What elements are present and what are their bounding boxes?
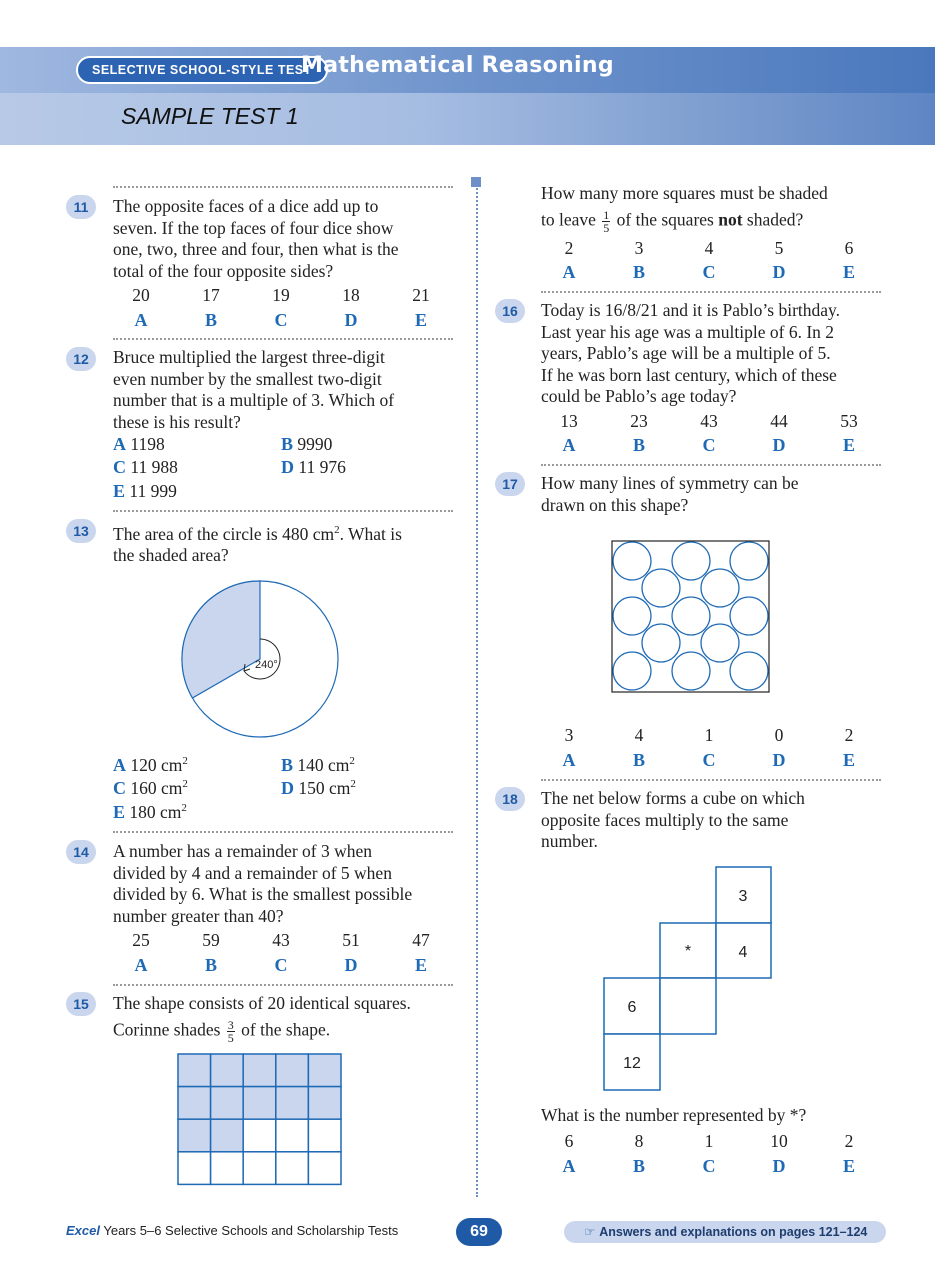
question-number-15: 15 <box>66 992 96 1016</box>
separator <box>113 984 453 986</box>
unshaded-square <box>243 1152 276 1185</box>
option-value: 120 cm <box>130 755 183 775</box>
superscript: 2 <box>349 755 355 768</box>
superscript: 2 <box>182 778 188 791</box>
answer-value: 43 <box>272 930 290 950</box>
unshaded-square <box>308 1152 341 1185</box>
circle <box>642 624 680 662</box>
page-number: 69 <box>456 1218 502 1246</box>
text-line: even number by the smallest two-digit <box>113 368 382 389</box>
text-part: . What is <box>339 523 402 544</box>
separator <box>113 831 453 833</box>
squares-grid <box>177 1053 343 1187</box>
option-d[interactable]: D <box>772 435 786 455</box>
text-line: The opposite faces of a dice add up to <box>113 196 379 216</box>
option-letter: A <box>113 755 126 775</box>
text-line: drawn on this shape? <box>541 494 689 515</box>
text-line: number. <box>541 831 598 851</box>
header-top-strip <box>0 47 935 93</box>
answer-value: 3 <box>634 238 644 258</box>
option-c[interactable] <box>113 778 188 799</box>
question-16-text <box>541 300 840 408</box>
answer-value: 4 <box>704 238 714 258</box>
shaded-square <box>308 1054 341 1087</box>
option-e[interactable]: E <box>842 750 855 770</box>
option-value: 1198 <box>130 434 165 454</box>
answer-values-15 <box>534 238 884 259</box>
option-b[interactable]: B <box>632 1156 645 1176</box>
separator <box>541 464 881 466</box>
pointing-hand-icon: ☞ <box>584 1225 596 1239</box>
answer-value: 4 <box>634 725 644 745</box>
option-e[interactable] <box>113 802 187 823</box>
answer-value: 1 <box>704 725 714 745</box>
option-letter: B <box>281 434 294 454</box>
shaded-square <box>243 1087 276 1120</box>
superscript: 2 <box>334 524 340 536</box>
column-divider <box>476 185 478 1197</box>
option-d[interactable]: D <box>772 1156 786 1176</box>
shaded-square <box>276 1087 309 1120</box>
separator <box>113 510 453 512</box>
numerator: 3 <box>227 1017 234 1032</box>
option-e[interactable]: E <box>842 262 855 282</box>
option-e[interactable]: E <box>842 1156 855 1176</box>
answer-value: 2 <box>844 1131 854 1151</box>
answer-value: 25 <box>132 930 150 950</box>
unshaded-square <box>211 1152 244 1185</box>
option-e[interactable] <box>113 481 177 502</box>
option-letter: E <box>113 481 126 501</box>
option-b[interactable]: B <box>632 750 645 770</box>
text-line: could be Pablo’s age today? <box>541 386 737 406</box>
option-c[interactable]: C <box>702 750 716 770</box>
option-b[interactable]: B <box>204 310 217 330</box>
circle <box>672 652 710 690</box>
option-b[interactable]: B <box>632 435 645 455</box>
option-c[interactable]: C <box>274 310 288 330</box>
answer-value: 8 <box>634 1131 644 1151</box>
answer-values-11 <box>106 285 456 306</box>
text-line: opposite faces multiply to the same <box>541 809 789 830</box>
net-label: 12 <box>623 1055 641 1072</box>
text-line: Bruce multiplied the largest three-digit <box>113 347 385 367</box>
text-line: Today is 16/8/21 and it is Pablo’s birthday. <box>541 300 841 320</box>
sample-test-title: SAMPLE TEST 1 <box>121 103 299 129</box>
answer-value: 6 <box>564 1131 574 1151</box>
answer-value: 59 <box>202 930 220 950</box>
circles-shape <box>610 539 772 695</box>
text-line: Last year his age was a multiple of 6. In 2 <box>541 321 835 342</box>
option-c[interactable]: C <box>702 262 716 282</box>
question-12-text <box>113 347 394 433</box>
option-value: 11 976 <box>298 457 346 477</box>
option-c[interactable]: C <box>702 1156 716 1176</box>
option-value: 11 999 <box>129 481 177 501</box>
answer-letters-11 <box>106 310 456 331</box>
question-number-13: 13 <box>66 519 96 543</box>
option-d[interactable]: D <box>344 955 358 975</box>
text-line: How many more squares must be shaded <box>541 183 828 203</box>
cube-net <box>602 866 774 1094</box>
footer-title-text: Years 5–6 Selective Schools and Scholarship Tests <box>99 1223 399 1238</box>
answer-value: 1 <box>704 1131 714 1151</box>
answer-value: 47 <box>412 930 430 950</box>
shaded-square <box>178 1087 211 1120</box>
text-line: the shaded area? <box>113 545 229 566</box>
fraction-three-fifths <box>227 1019 235 1044</box>
option-a[interactable]: A <box>562 435 576 455</box>
text-line: The net below forms a cube on which <box>541 788 805 808</box>
answer-value: 0 <box>774 725 784 745</box>
text-line: divided by 6. What is the smallest possible <box>113 884 413 904</box>
shaded-square <box>178 1119 211 1152</box>
brand-logo: Excel <box>66 1223 100 1238</box>
unshaded-square <box>308 1119 341 1152</box>
question-13-text <box>113 520 402 567</box>
question-number-11: 11 <box>66 195 96 219</box>
text-line <box>541 209 828 234</box>
question-15-text <box>113 993 411 1044</box>
net-label: * <box>684 943 692 960</box>
answer-value: 43 <box>700 411 718 431</box>
circle <box>613 597 651 635</box>
question-15-continued <box>541 183 828 234</box>
text-part: of the squares <box>616 209 714 230</box>
question-14-text <box>113 841 412 927</box>
option-e[interactable]: E <box>842 435 855 455</box>
option-value: 180 cm <box>129 802 182 822</box>
superscript: 2 <box>181 802 187 815</box>
option-letter: C <box>113 778 126 798</box>
option-a[interactable] <box>113 434 165 455</box>
shaded-square <box>211 1119 244 1152</box>
circle <box>613 652 651 690</box>
text-line <box>113 1019 411 1044</box>
text-line: these is his result? <box>113 411 241 432</box>
answer-value: 20 <box>132 285 150 305</box>
net-label: 4 <box>738 944 748 961</box>
unshaded-square <box>178 1152 211 1185</box>
circle <box>701 569 739 607</box>
text-line: seven. If the top faces of four dice show <box>113 217 394 238</box>
option-d[interactable]: D <box>772 750 786 770</box>
shaded-square <box>178 1054 211 1087</box>
answer-values-16 <box>534 411 884 432</box>
answer-value: 17 <box>202 285 220 305</box>
answer-value: 2 <box>564 238 574 258</box>
shaded-square <box>243 1054 276 1087</box>
option-value: 160 cm <box>130 778 183 798</box>
superscript: 2 <box>182 755 188 768</box>
text-part: shaded? <box>746 209 804 230</box>
option-b[interactable]: B <box>204 955 217 975</box>
net-label: 6 <box>627 999 637 1016</box>
option-a[interactable]: A <box>134 310 148 330</box>
answer-value: 13 <box>560 411 578 431</box>
option-d[interactable] <box>281 457 346 478</box>
option-letter: D <box>281 457 294 477</box>
unshaded-square <box>276 1152 309 1185</box>
answer-letters-15 <box>534 262 884 283</box>
denominator: 5 <box>603 220 610 235</box>
answers-reference[interactable] <box>564 1221 886 1243</box>
superscript: 2 <box>350 778 356 791</box>
answer-value: 44 <box>770 411 788 431</box>
shaded-square <box>308 1087 341 1120</box>
circle <box>730 597 768 635</box>
text-line: total of the four opposite sides? <box>113 260 334 281</box>
text-line: number greater than 40? <box>113 905 284 926</box>
separator <box>541 779 881 781</box>
option-d[interactable] <box>281 778 356 799</box>
circle <box>672 597 710 635</box>
question-number-14: 14 <box>66 840 96 864</box>
option-value: 9990 <box>297 434 333 454</box>
text-part: of the shape. <box>241 1019 331 1040</box>
option-e[interactable]: E <box>414 310 427 330</box>
answer-value: 23 <box>630 411 648 431</box>
answer-value: 6 <box>844 238 854 258</box>
fraction-one-fifth <box>602 209 610 234</box>
circle <box>672 542 710 580</box>
answer-value: 5 <box>774 238 784 258</box>
circle <box>613 542 651 580</box>
shaded-square <box>276 1054 309 1087</box>
footer-book-title <box>66 1223 398 1238</box>
text-part: Corinne shades <box>113 1019 221 1040</box>
option-letter: B <box>281 755 294 775</box>
angle-label: 240° <box>255 659 278 671</box>
option-a[interactable] <box>113 755 188 776</box>
question-number-17: 17 <box>495 472 525 496</box>
text-line: divided by 4 and a remainder of 5 when <box>113 862 392 883</box>
option-a[interactable]: A <box>562 750 576 770</box>
option-a[interactable]: A <box>134 955 148 975</box>
option-value: 11 988 <box>130 457 178 477</box>
question-18-prompt: What is the number represented by *? <box>541 1105 807 1125</box>
unshaded-square <box>276 1119 309 1152</box>
option-c[interactable]: C <box>702 435 716 455</box>
text-part: to leave <box>541 209 596 230</box>
circle <box>730 542 768 580</box>
answers-text: Answers and explanations on pages 121–124 <box>599 1225 868 1239</box>
text-line: one, two, three and four, then what is the <box>113 239 399 259</box>
text-line: The shape consists of 20 identical squares. <box>113 993 411 1013</box>
answer-value: 18 <box>342 285 360 305</box>
question-11-text <box>113 196 399 282</box>
text-line: years, Pablo’s age will be a multiple of 5. <box>541 343 831 363</box>
circle <box>730 652 768 690</box>
option-a[interactable]: A <box>562 262 576 282</box>
answer-letters-18 <box>534 1156 884 1177</box>
question-number-12: 12 <box>66 347 96 371</box>
answer-value: 2 <box>844 725 854 745</box>
circle-diagram <box>176 578 346 740</box>
option-b[interactable]: B <box>632 262 645 282</box>
answer-letters-17 <box>534 750 884 771</box>
option-d[interactable]: D <box>344 310 358 330</box>
option-c[interactable]: C <box>274 955 288 975</box>
subject-title: Mathematical Reasoning <box>301 53 614 78</box>
option-letter: A <box>113 434 126 454</box>
option-c[interactable] <box>113 457 178 478</box>
option-b[interactable] <box>281 434 332 455</box>
answer-letters-16 <box>534 435 884 456</box>
text-part: The area of the circle is 480 cm <box>113 523 335 544</box>
answer-value: 3 <box>564 725 574 745</box>
numerator: 1 <box>603 207 610 222</box>
option-a[interactable]: A <box>562 1156 576 1176</box>
question-number-18: 18 <box>495 787 525 811</box>
shaded-square <box>211 1054 244 1087</box>
answer-value: 51 <box>342 930 360 950</box>
net-face-blank <box>660 978 716 1034</box>
question-number-16: 16 <box>495 299 525 323</box>
answer-values-17 <box>534 725 884 746</box>
denominator: 5 <box>227 1030 234 1045</box>
option-e[interactable]: E <box>414 955 427 975</box>
option-letter: C <box>113 457 126 477</box>
text-line <box>113 520 402 545</box>
option-letter: E <box>113 802 126 822</box>
text-line: number that is a multiple of 3. Which of <box>113 390 395 410</box>
option-value: 140 cm <box>297 755 350 775</box>
test-type-pill: SELECTIVE SCHOOL-STYLE TEST <box>76 56 328 84</box>
question-18-text <box>541 788 805 853</box>
separator <box>113 338 453 340</box>
bold-word: not <box>718 209 743 230</box>
text-line: If he was born last century, which of these <box>541 364 837 385</box>
circle <box>642 569 680 607</box>
header-banner <box>0 47 935 145</box>
option-letter: D <box>281 778 294 798</box>
circle <box>701 624 739 662</box>
shaded-square <box>211 1087 244 1120</box>
answer-letters-14 <box>106 955 456 976</box>
separator <box>113 186 453 188</box>
option-d[interactable]: D <box>772 262 786 282</box>
text-line: A number has a remainder of 3 when <box>113 841 373 861</box>
answer-values-14 <box>106 930 456 951</box>
answer-value: 10 <box>770 1131 788 1151</box>
answer-values-18 <box>534 1131 884 1152</box>
question-17-text <box>541 473 799 516</box>
unshaded-square <box>243 1119 276 1152</box>
option-value: 150 cm <box>298 778 351 798</box>
option-b[interactable] <box>281 755 355 776</box>
text-line: How many lines of symmetry can be <box>541 473 799 493</box>
answer-value: 19 <box>272 285 290 305</box>
net-label: 3 <box>738 888 748 905</box>
separator <box>541 291 881 293</box>
answer-value: 53 <box>840 411 858 431</box>
answer-value: 21 <box>412 285 430 305</box>
